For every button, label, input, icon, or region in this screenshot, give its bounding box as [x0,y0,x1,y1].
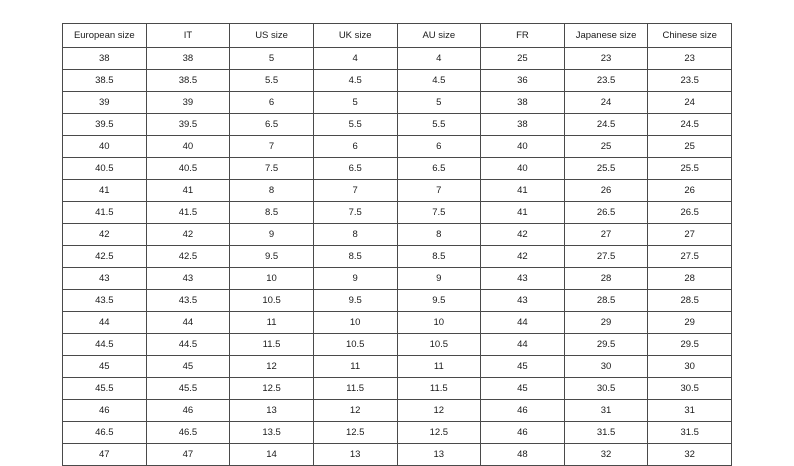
table-cell: 46 [63,400,147,422]
table-cell: 32 [564,444,648,466]
table-cell: 9 [313,268,397,290]
column-header: US size [230,24,314,48]
table-cell: 7.5 [313,202,397,224]
table-cell: 7 [397,180,481,202]
table-row [63,136,732,158]
table-cell: 24.5 [564,114,648,136]
table-cell: 38 [481,114,565,136]
table-cell: 7 [313,180,397,202]
table-cell: 11 [230,312,314,334]
table-header-row [63,24,732,48]
table-cell: 8 [397,224,481,246]
table-cell: 38 [481,92,565,114]
table-cell: 32 [648,444,732,466]
table-cell: 42 [63,224,147,246]
table-cell: 41 [481,202,565,224]
table-row [63,202,732,224]
column-header: FR [481,24,565,48]
table-cell: 27 [564,224,648,246]
table-cell: 26.5 [648,202,732,224]
table-cell: 47 [63,444,147,466]
table-cell: 8.5 [313,246,397,268]
table-header [63,24,732,48]
size-conversion-table-container [62,23,732,466]
table-cell: 40.5 [146,158,230,180]
column-header: Japanese size [564,24,648,48]
table-cell: 43 [146,268,230,290]
column-header: Chinese size [648,24,732,48]
table-row [63,400,732,422]
table-row [63,70,732,92]
table-row [63,356,732,378]
table-cell: 25 [564,136,648,158]
table-cell: 6.5 [397,158,481,180]
table-cell: 4.5 [397,70,481,92]
table-cell: 25.5 [648,158,732,180]
table-cell: 44 [481,334,565,356]
table-cell: 43 [63,268,147,290]
table-cell: 29 [648,312,732,334]
table-cell: 43 [481,268,565,290]
table-cell: 41.5 [146,202,230,224]
table-row [63,48,732,70]
table-cell: 29 [564,312,648,334]
table-cell: 11.5 [397,378,481,400]
table-cell: 43.5 [63,290,147,312]
table-cell: 26 [564,180,648,202]
table-cell: 12.5 [313,422,397,444]
table-cell: 5.5 [313,114,397,136]
table-cell: 12 [230,356,314,378]
table-cell: 13 [313,444,397,466]
table-cell: 23 [648,48,732,70]
table-cell: 31.5 [564,422,648,444]
table-cell: 46 [481,400,565,422]
table-cell: 13.5 [230,422,314,444]
table-cell: 24 [648,92,732,114]
table-cell: 45 [63,356,147,378]
table-cell: 31 [648,400,732,422]
table-cell: 30.5 [564,378,648,400]
table-cell: 10.5 [397,334,481,356]
table-cell: 12 [313,400,397,422]
table-cell: 28 [564,268,648,290]
table-cell: 45.5 [146,378,230,400]
column-header: European size [63,24,147,48]
table-cell: 47 [146,444,230,466]
table-cell: 42 [146,224,230,246]
table-cell: 38.5 [63,70,147,92]
table-row [63,290,732,312]
table-cell: 9 [230,224,314,246]
table-cell: 5 [230,48,314,70]
table-cell: 46 [146,400,230,422]
table-cell: 10.5 [313,334,397,356]
table-cell: 7.5 [230,158,314,180]
table-cell: 42 [481,246,565,268]
table-cell: 23.5 [648,70,732,92]
table-cell: 6 [313,136,397,158]
column-header: IT [146,24,230,48]
table-cell: 14 [230,444,314,466]
table-cell: 41 [63,180,147,202]
table-cell: 11.5 [313,378,397,400]
table-cell: 31 [564,400,648,422]
table-cell: 9.5 [397,290,481,312]
table-cell: 38 [146,48,230,70]
table-cell: 23 [564,48,648,70]
table-cell: 12.5 [397,422,481,444]
table-cell: 13 [397,444,481,466]
table-cell: 11.5 [230,334,314,356]
table-cell: 29.5 [648,334,732,356]
table-cell: 40.5 [63,158,147,180]
table-cell: 8 [313,224,397,246]
table-row [63,180,732,202]
table-cell: 36 [481,70,565,92]
table-cell: 25 [481,48,565,70]
table-cell: 5.5 [230,70,314,92]
table-row [63,312,732,334]
table-row [63,444,732,466]
table-cell: 30 [564,356,648,378]
table-cell: 12.5 [230,378,314,400]
table-cell: 38.5 [146,70,230,92]
table-cell: 41.5 [63,202,147,224]
table-row [63,378,732,400]
table-row [63,334,732,356]
column-header: AU size [397,24,481,48]
table-cell: 44 [63,312,147,334]
table-cell: 10.5 [230,290,314,312]
table-body [63,48,732,466]
table-cell: 26.5 [564,202,648,224]
table-cell: 40 [146,136,230,158]
table-row [63,92,732,114]
table-cell: 4 [313,48,397,70]
table-cell: 4.5 [313,70,397,92]
table-cell: 44 [481,312,565,334]
table-cell: 42.5 [63,246,147,268]
table-row [63,114,732,136]
table-cell: 10 [313,312,397,334]
table-row [63,422,732,444]
table-cell: 28.5 [648,290,732,312]
table-cell: 43 [481,290,565,312]
table-cell: 45 [146,356,230,378]
table-cell: 38 [63,48,147,70]
table-cell: 5.5 [397,114,481,136]
table-cell: 7.5 [397,202,481,224]
column-header: UK size [313,24,397,48]
table-cell: 7 [230,136,314,158]
table-cell: 24 [564,92,648,114]
table-cell: 40 [481,136,565,158]
table-cell: 10 [397,312,481,334]
table-cell: 6 [397,136,481,158]
table-cell: 25 [648,136,732,158]
table-cell: 9 [397,268,481,290]
table-cell: 45.5 [63,378,147,400]
table-cell: 11 [397,356,481,378]
table-cell: 46.5 [146,422,230,444]
table-cell: 39 [146,92,230,114]
table-cell: 44 [146,312,230,334]
table-row [63,158,732,180]
table-cell: 6.5 [230,114,314,136]
table-cell: 8.5 [230,202,314,224]
table-row [63,224,732,246]
table-cell: 40 [481,158,565,180]
table-cell: 10 [230,268,314,290]
table-cell: 11 [313,356,397,378]
table-row [63,246,732,268]
table-cell: 44.5 [146,334,230,356]
table-cell: 46 [481,422,565,444]
table-cell: 26 [648,180,732,202]
table-cell: 24.5 [648,114,732,136]
table-cell: 6.5 [313,158,397,180]
table-cell: 30 [648,356,732,378]
table-cell: 45 [481,378,565,400]
table-cell: 42.5 [146,246,230,268]
table-cell: 40 [63,136,147,158]
table-cell: 5 [397,92,481,114]
table-cell: 25.5 [564,158,648,180]
table-cell: 9.5 [313,290,397,312]
table-cell: 39.5 [63,114,147,136]
size-conversion-table [62,23,732,466]
table-cell: 31.5 [648,422,732,444]
table-cell: 44.5 [63,334,147,356]
table-cell: 6 [230,92,314,114]
table-cell: 12 [397,400,481,422]
table-cell: 41 [146,180,230,202]
table-cell: 41 [481,180,565,202]
table-cell: 8 [230,180,314,202]
table-cell: 29.5 [564,334,648,356]
table-cell: 8.5 [397,246,481,268]
table-cell: 9.5 [230,246,314,268]
table-cell: 5 [313,92,397,114]
table-cell: 28.5 [564,290,648,312]
table-cell: 39.5 [146,114,230,136]
table-cell: 39 [63,92,147,114]
table-cell: 13 [230,400,314,422]
table-cell: 30.5 [648,378,732,400]
table-cell: 4 [397,48,481,70]
table-cell: 28 [648,268,732,290]
table-row [63,268,732,290]
table-cell: 42 [481,224,565,246]
table-cell: 23.5 [564,70,648,92]
table-cell: 27.5 [564,246,648,268]
table-cell: 43.5 [146,290,230,312]
table-cell: 46.5 [63,422,147,444]
table-cell: 27.5 [648,246,732,268]
table-cell: 27 [648,224,732,246]
table-cell: 48 [481,444,565,466]
table-cell: 45 [481,356,565,378]
